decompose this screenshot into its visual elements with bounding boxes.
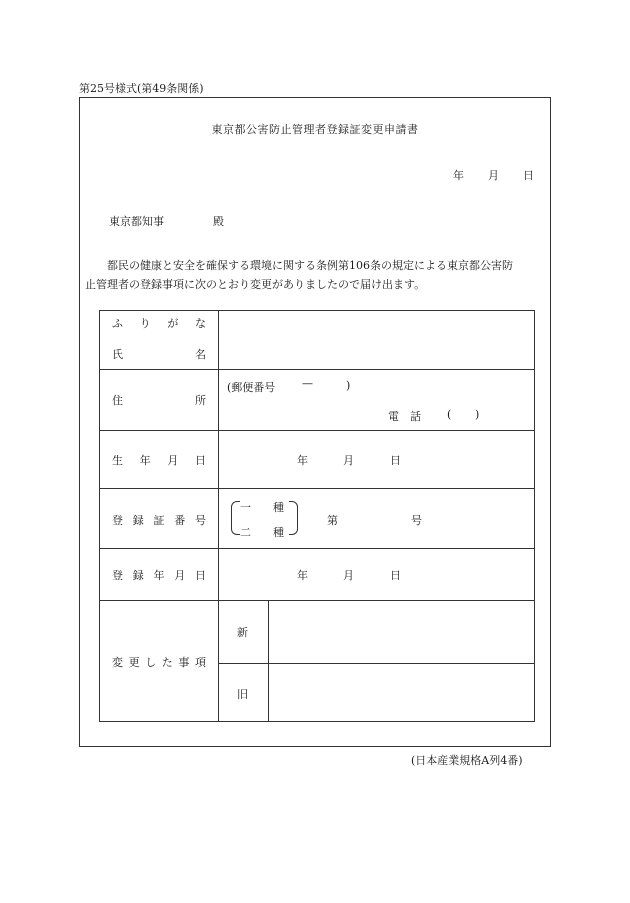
reg-cert-number-label: 登 録 証 番 号 [112, 514, 206, 527]
postal-open: (郵便番号 [227, 381, 276, 394]
birthdate-day: 日 [390, 454, 401, 467]
postal-close: ) [346, 379, 351, 392]
declaration-line-1: 都民の健康と安全を確保する環境に関する条例第106条の規定による東京都公害防 [107, 259, 513, 272]
phone-close: ) [475, 408, 480, 421]
reg-date-month: 月 [343, 569, 354, 582]
right-bracket [289, 501, 298, 535]
name-label: 氏 名 [112, 348, 206, 361]
declaration-line-2: 止管理者の登録事項に次のとおり変更がありましたので届け出ます。 [85, 278, 426, 291]
birthdate-month: 月 [343, 454, 354, 467]
paper-size-note: (日本産業規格A列4番) [411, 754, 523, 767]
address-label: 住 所 [112, 394, 206, 407]
addressee-honorific: 殿 [213, 215, 224, 228]
birthdate-label: 生 年 月 日 [112, 454, 206, 467]
old-value-field[interactable] [269, 664, 533, 720]
birthdate-field[interactable] [219, 431, 533, 487]
type-two-label: 二 種 [240, 526, 284, 539]
date-month-label: 月 [488, 169, 499, 182]
address-field[interactable] [219, 371, 533, 429]
phone-open: ( [447, 408, 452, 421]
type-one-label: 一 種 [240, 501, 284, 514]
new-value-field[interactable] [269, 601, 533, 662]
form-number: 第25号様式(第49条関係) [79, 82, 204, 95]
reg-date-day: 日 [390, 569, 401, 582]
reg-date-field[interactable] [219, 550, 533, 599]
row-divider [100, 488, 534, 489]
name-field[interactable] [219, 312, 533, 368]
form-table [99, 310, 535, 722]
declaration-text [85, 256, 547, 294]
addressee-name: 東京都知事 [109, 215, 164, 228]
postal-dash: — [302, 377, 313, 390]
furigana-label: ふ り が な [112, 317, 206, 330]
left-bracket [231, 501, 240, 535]
row-divider [100, 369, 534, 370]
form-title: 東京都公害防止管理者登録証変更申請書 [211, 123, 419, 136]
old-label: 旧 [237, 688, 248, 701]
reg-cert-number-field[interactable] [345, 491, 407, 545]
changed-items-label: 変 更 し た 事 項 [112, 656, 206, 669]
new-label: 新 [237, 626, 248, 639]
row-divider [100, 548, 534, 549]
phone-label: 電 話 [388, 410, 421, 423]
reg-date-year: 年 [297, 569, 308, 582]
number-prefix: 第 [327, 514, 338, 527]
date-day-label: 日 [523, 169, 534, 182]
birthdate-year: 年 [297, 454, 308, 467]
reg-date-label: 登 録 年 月 日 [112, 569, 206, 582]
number-suffix: 号 [411, 514, 422, 527]
date-year-label: 年 [453, 169, 464, 182]
